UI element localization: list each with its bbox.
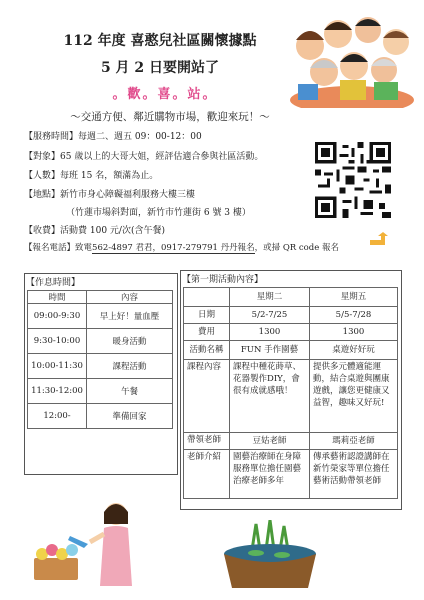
schedule-table (27, 290, 173, 429)
schedule-header-time: 時間 (28, 291, 87, 304)
table-row: 帶領老師 豆姑老師 瑪莉亞老師 (184, 433, 398, 450)
activities-title: 【第一期活動內容】 (182, 275, 264, 285)
activities-box (180, 270, 402, 510)
info-target: 【對象】65 歲以上的大哥大姐，經評估適合參與社區活動。 (24, 152, 264, 162)
qr-code-icon[interactable] (315, 142, 391, 218)
info-service-time: 【服務時間】每週二、週五 09：00-12：00 (24, 132, 202, 142)
info-count: 【人數】每班 15 名，額滿為止。 (24, 171, 159, 181)
table-row: 日期 5/2-7/25 5/5-7/28 (184, 307, 398, 324)
girl-watering-plants-illustration (34, 500, 144, 586)
table-row: 9:30-10:00 暖身活動 (28, 329, 173, 354)
table-row: 11:30-12:00 午餐 (28, 379, 173, 404)
welcome-banner: 。歡。喜。站。 (112, 87, 218, 102)
tagline: ～交通方便、鄰近購物市場，歡迎來玩！～ (70, 111, 270, 123)
title-line-1: 112 年度 喜憨兒社區關懷據點 (63, 33, 257, 49)
table-row: 09:00-9:30 早上好！量血壓 (28, 304, 173, 329)
table-row: 老師介紹 園藝治療師在身障服務單位擔任園藝治療老師多年 傳承藝術認證講師在新竹榮家等單位擔任藝術活動帶領老師 (184, 450, 398, 499)
table-row: 10:00-11:30 課程活動 (28, 354, 173, 379)
title-line-2: 5 月 2 日要開站了 (100, 60, 220, 76)
info-address-sub: （竹蓮市場斜對面，新竹市竹蓮街 6 號 3 樓） (66, 208, 251, 218)
arrow-up-icon (370, 232, 390, 246)
schedule-header-content: 內容 (87, 291, 173, 304)
table-row: 費用 1300 1300 (184, 324, 398, 341)
info-address: 【地點】新竹市身心障礙福利服務大樓三樓 (24, 190, 196, 200)
phone-link[interactable]: 562-4897 君君，0917-279791 丹丹報名 (92, 243, 255, 253)
group-people-illustration (288, 8, 416, 108)
table-row: 課程內容 課程中種花蒔草、花器製作DIY，會很有成就感哦！ 提供多元體適能運動，結合桌遊與團康遊戲，讓您更健康又益智，趣味又好玩! (184, 360, 398, 433)
schedule-box (24, 273, 178, 475)
info-phone: 【報名電話】致電562-4897 君君，0917-279791 丹丹報名，或掃 QR code 報名 (24, 243, 339, 253)
header-tuesday: 星期二 (230, 288, 310, 307)
table-row: 12:00- 準備回家 (28, 404, 173, 429)
info-fee: 【收費】活動費 100 元/次(含午餐) (24, 226, 165, 236)
header-friday: 星期五 (310, 288, 398, 307)
schedule-title: 【作息時間】 (26, 278, 81, 288)
plant-pot-illustration (222, 520, 318, 590)
table-row: 活動名稱 FUN 手作園藝 桌遊好好玩 (184, 341, 398, 360)
activities-table (183, 287, 398, 499)
